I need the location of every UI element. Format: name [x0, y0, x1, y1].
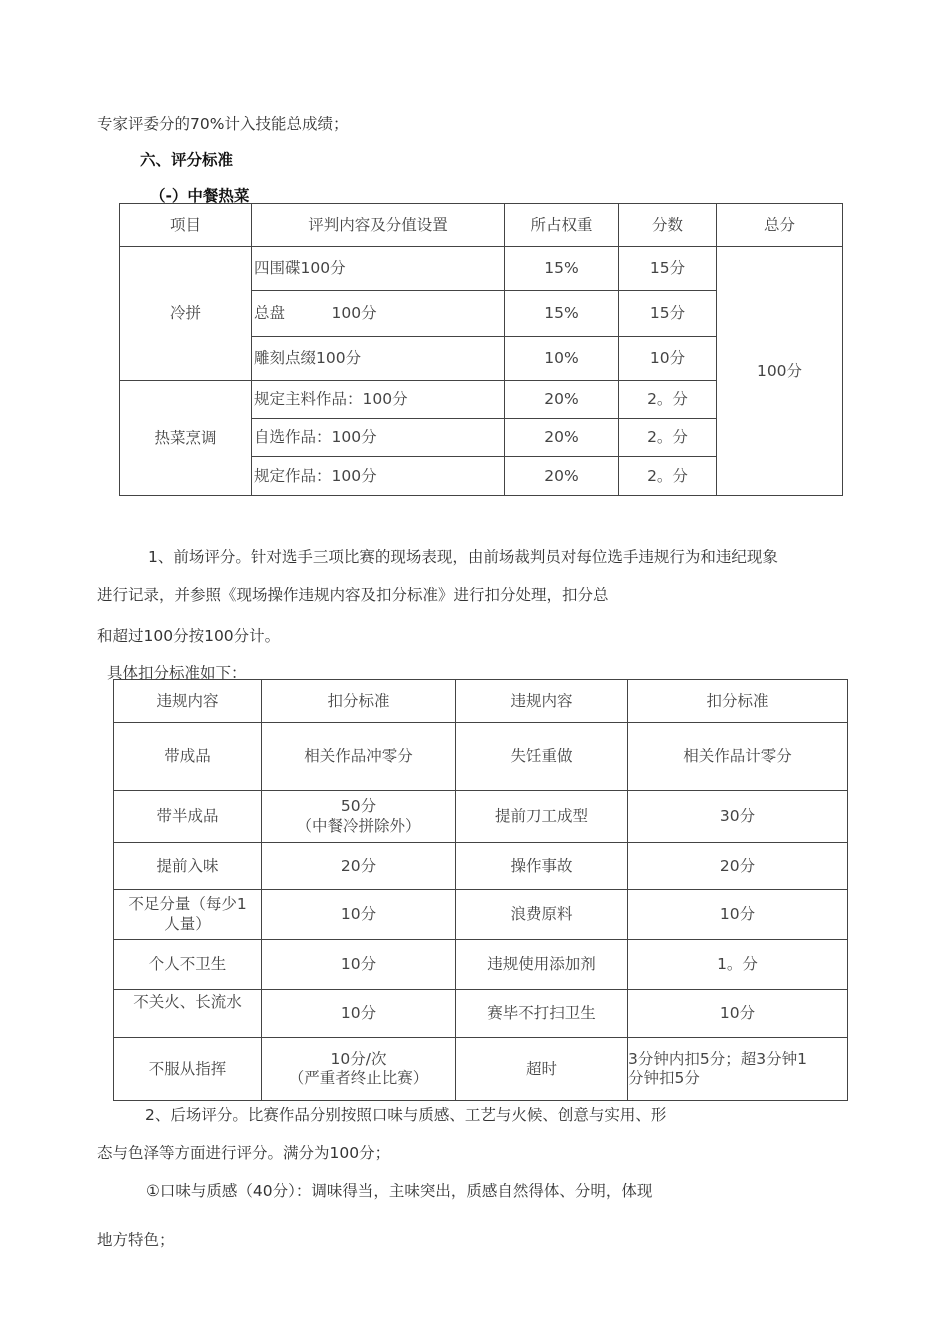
weight-cell: 20%: [505, 457, 619, 496]
score-cell: 15分: [619, 291, 717, 337]
deduction-line: （严重者终止比赛）: [288, 1069, 429, 1087]
category-cell: 热菜烹调: [120, 381, 252, 496]
header-cell: 违规内容: [456, 680, 628, 723]
category-cell: 冷拼: [120, 247, 252, 381]
sub-heading: （-）中餐热菜: [150, 187, 250, 205]
deduction-cell: 相关作品计零分: [628, 723, 848, 791]
table-row: [120, 247, 843, 291]
score-cell: 2。分: [619, 419, 717, 457]
deduction-cell: 20分: [262, 843, 456, 890]
deduction-line: 50分: [340, 797, 377, 816]
violation-cell: [114, 890, 262, 940]
total-cell: 100分: [717, 247, 843, 496]
deduction-cell: 20分: [628, 843, 848, 890]
violation-cell: 个人不卫生: [114, 940, 262, 990]
section-heading: 六、评分标准: [140, 151, 234, 169]
violation-cell: 违规使用添加剂: [456, 940, 628, 990]
header-cell: 分数: [619, 204, 717, 247]
table-header-row: [114, 680, 848, 723]
deduction-table: [113, 679, 848, 1101]
deduction-cell: 10分: [262, 940, 456, 990]
score-cell: 2。分: [619, 457, 717, 496]
header-cell: 扣分标准: [628, 680, 848, 723]
paragraph-line: 和超过100分按100分计。: [97, 627, 281, 645]
violation-cell: 操作事故: [456, 843, 628, 890]
deduction-cell: 30分: [628, 791, 848, 843]
violation-cell: 带半成品: [114, 791, 262, 843]
header-cell: 总分: [717, 204, 843, 247]
header-cell: 项目: [120, 204, 252, 247]
deduction-line: 3分钟内扣5分；超3分钟1: [628, 1049, 807, 1068]
violation-cell: 赛毕不打扫卫生: [456, 990, 628, 1038]
weight-cell: 20%: [505, 381, 619, 419]
header-cell: 违规内容: [114, 680, 262, 723]
content-cell: 四围碟100分: [252, 247, 505, 291]
table-row: [114, 1038, 848, 1101]
header-cell: 所占权重: [505, 204, 619, 247]
content-cell: 规定主料作品：100分: [252, 381, 505, 419]
table-row: [114, 940, 848, 990]
violation-cell: 提前刀工成型: [456, 791, 628, 843]
deduction-cell: 1。分: [628, 940, 848, 990]
table-row: [114, 843, 848, 890]
header-cell: 评判内容及分值设置: [252, 204, 505, 247]
deduction-line: 分钟扣5分: [628, 1069, 700, 1087]
paragraph-line: ①口味与质感（40分）：调味得当，主味突出，质感自然得体、分明，体现: [146, 1182, 653, 1200]
table-row: [114, 791, 848, 843]
deduction-cell: 10分: [262, 890, 456, 940]
violation-cell: 失饪重做: [456, 723, 628, 791]
paragraph-line: 进行记录，并参照《现场操作违规内容及扣分标准》进行扣分处理，扣分总: [97, 586, 609, 604]
paragraph-line: 地方特色；: [97, 1231, 175, 1249]
deduction-cell: [262, 791, 456, 843]
content-cell: 自选作品：100分: [252, 419, 505, 457]
violation-line: 不足分量（每少1: [128, 895, 247, 914]
content-cell: 雕刻点缀100分: [252, 337, 505, 381]
table-row: [114, 890, 848, 940]
table-row: [114, 723, 848, 791]
deduction-cell: [628, 1038, 848, 1101]
weight-cell: 15%: [505, 291, 619, 337]
deduction-cell: 相关作品冲零分: [262, 723, 456, 791]
deduction-cell: 10分: [628, 990, 848, 1038]
score-cell: 2。分: [619, 381, 717, 419]
scoring-table: [119, 203, 843, 496]
paragraph-line: 1、前场评分。针对选手三项比赛的现场表现，由前场裁判员对每位选手违规行为和违纪现象: [148, 548, 778, 566]
violation-cell: 带成品: [114, 723, 262, 791]
violation-cell: 超时: [456, 1038, 628, 1101]
deduction-cell: 10分: [628, 890, 848, 940]
weight-cell: 20%: [505, 419, 619, 457]
deduction-cell: 10分: [262, 990, 456, 1038]
violation-cell: 不服从指挥: [114, 1038, 262, 1101]
intro-line: 专家评委分的70%计入技能总成绩；: [97, 115, 349, 133]
weight-cell: 10%: [505, 337, 619, 381]
score-cell: 15分: [619, 247, 717, 291]
paragraph-line: 2、后场评分。比赛作品分别按照口味与质感、工艺与火候、创意与实用、形: [145, 1106, 667, 1124]
content-cell: 总盘 100分: [252, 291, 505, 337]
deduction-line: 10分/次: [330, 1049, 387, 1068]
violation-cell: 浪费原料: [456, 890, 628, 940]
deduction-cell: [262, 1038, 456, 1101]
header-cell: 扣分标准: [262, 680, 456, 723]
violation-cell: 提前入味: [114, 843, 262, 890]
content-cell: 规定作品：100分: [252, 457, 505, 496]
violation-cell: 不关火、长流水: [114, 990, 262, 1038]
paragraph-line: 态与色泽等方面进行评分。满分为100分；: [97, 1144, 391, 1162]
table-row: [114, 990, 848, 1038]
deduction-line: （中餐冷拼除外）: [296, 816, 421, 835]
table-header-row: [120, 204, 843, 247]
score-cell: 10分: [619, 337, 717, 381]
paragraph-line: 具体扣分标准如下：: [107, 664, 247, 682]
weight-cell: 15%: [505, 247, 619, 291]
violation-line: 人量）: [164, 914, 211, 933]
